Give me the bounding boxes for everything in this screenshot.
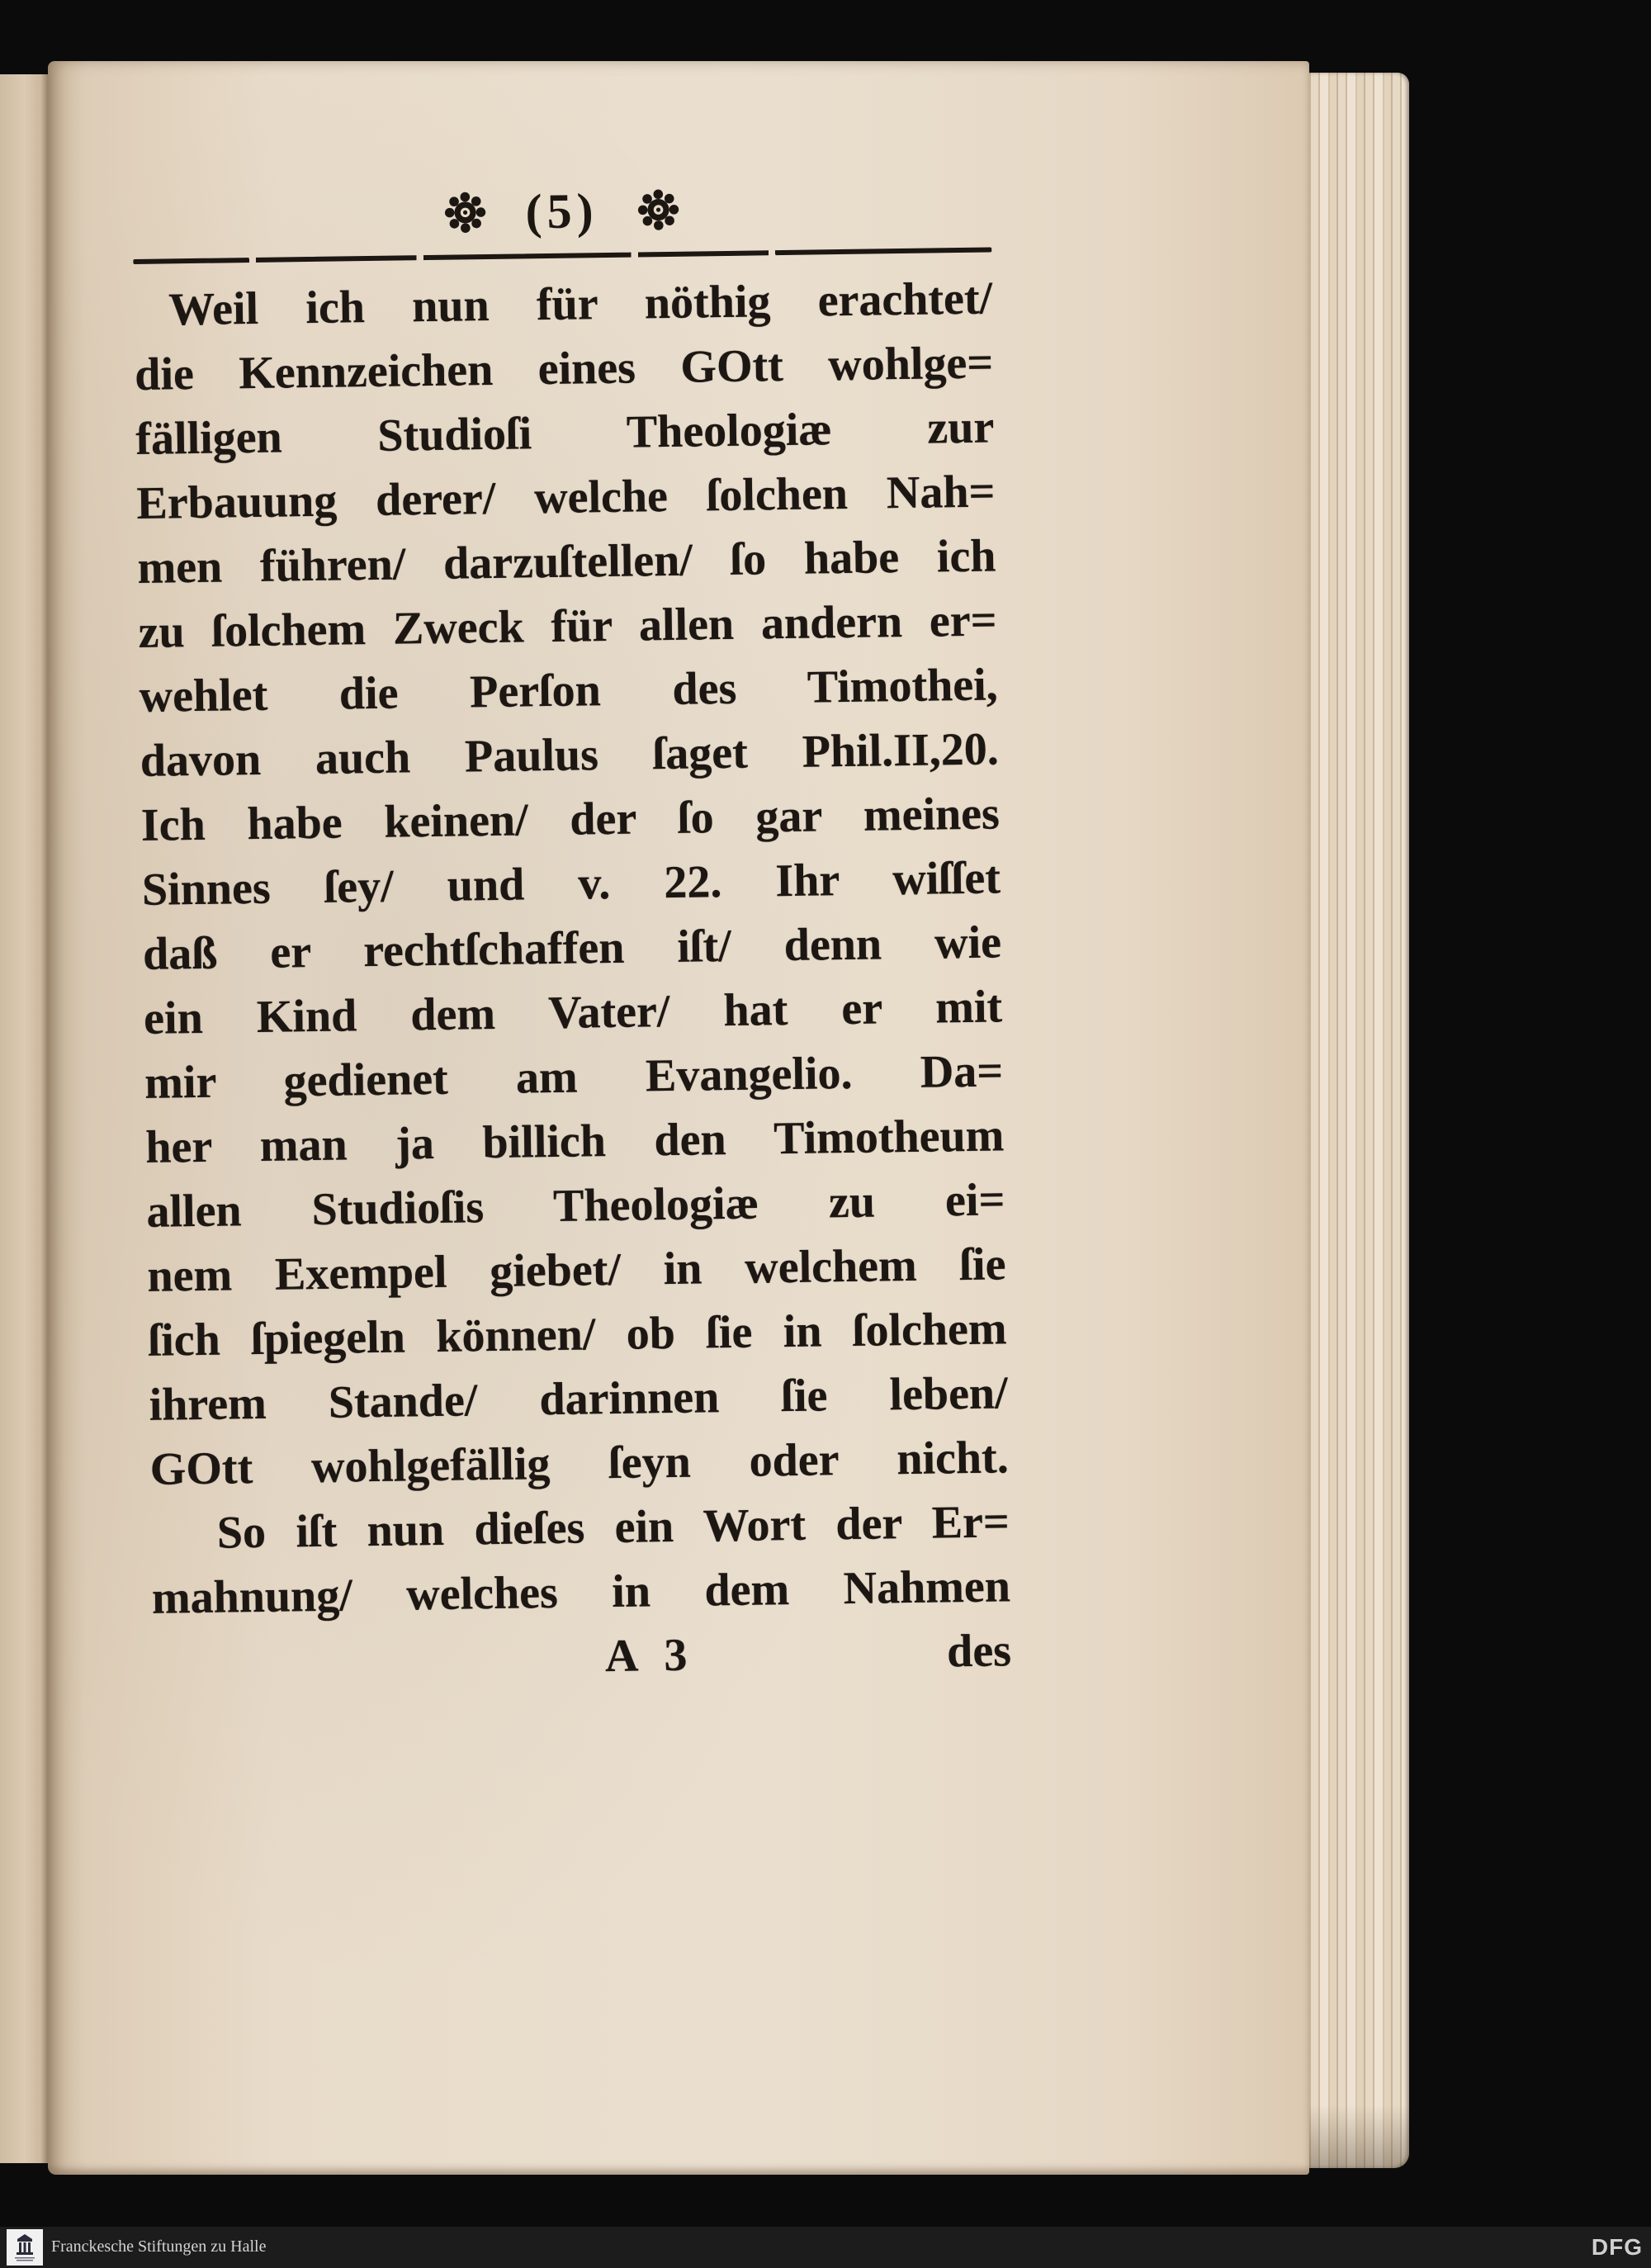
- text-line: Weil ich nun für nöthig erachtet/: [168, 272, 993, 336]
- viewer-footer-bar: [0, 2227, 1651, 2268]
- body-text: [134, 266, 1012, 1694]
- text-line: ſich ſpiegeln können/ ob ſie in ſolchem: [148, 1303, 1007, 1366]
- foundation-logo-icon: [11, 2232, 39, 2263]
- text-line: daß er rechtſchaffen iſt/ denn wie: [142, 916, 1002, 980]
- text-line: Ich habe keinen/ der ſo gar meines: [140, 788, 1001, 851]
- text-line: mahnung/ welches in dem Nahmen: [151, 1560, 1011, 1624]
- catchword: des: [946, 1625, 1012, 1678]
- funder-logo-text: DFG: [1591, 2234, 1643, 2260]
- text-line: zu ſolchem Zweck für allen andern er=: [138, 594, 997, 658]
- text-line: GOtt wohlgefällig ſeyn oder nicht.: [149, 1432, 1010, 1495]
- text-line: men führen/ darzuſtellen/ ſo habe ich: [137, 530, 996, 594]
- institution-name: Franckesche Stiftungen zu Halle: [51, 2237, 267, 2256]
- text-line: Erbauung derer/ welche ſolchen Nah=: [136, 466, 996, 529]
- signature-line: [153, 1618, 1012, 1695]
- gathering-signature: A 3: [604, 1629, 696, 1683]
- rosette-icon: [634, 186, 683, 234]
- rosette-icon: [441, 188, 490, 237]
- text-line: mir gedienet am Evangelio. Da=: [144, 1045, 1004, 1109]
- text-line: die Kennzeichen eines GOtt wohlge=: [134, 337, 994, 400]
- text-line: fälligen Studioſi Theologiæ zur: [135, 401, 995, 465]
- page-text-block: [132, 168, 1012, 1694]
- page-header: [132, 168, 991, 254]
- text-line: her man ja billich den Timotheum: [144, 1110, 1005, 1173]
- text-line: allen Studioſis Theologiæ zu ei=: [146, 1174, 1005, 1238]
- facing-page-edge: [0, 74, 54, 2163]
- text-line: ihrem Stande/ darinnen ſie leben/: [149, 1367, 1009, 1431]
- text-line: nem Exempel giebet/ in welchem ſie: [147, 1238, 1006, 1302]
- book-page: [48, 61, 1309, 2175]
- text-line: ein Kind dem Vater/ hat er mit: [143, 981, 1003, 1044]
- text-line: davon auch Paulus ſaget Phil.II,20.: [140, 723, 1000, 787]
- text-line: So iſt nun dieſes ein Wort der Er=: [216, 1496, 1010, 1559]
- text-line: wehlet die Perſon des Timothei,: [139, 659, 999, 722]
- foundation-logo-icon: [7, 2229, 43, 2266]
- text-line: Sinnes ſey/ und v. 22. Ihr wiſſet: [141, 852, 1001, 916]
- page-number: (5): [525, 182, 599, 239]
